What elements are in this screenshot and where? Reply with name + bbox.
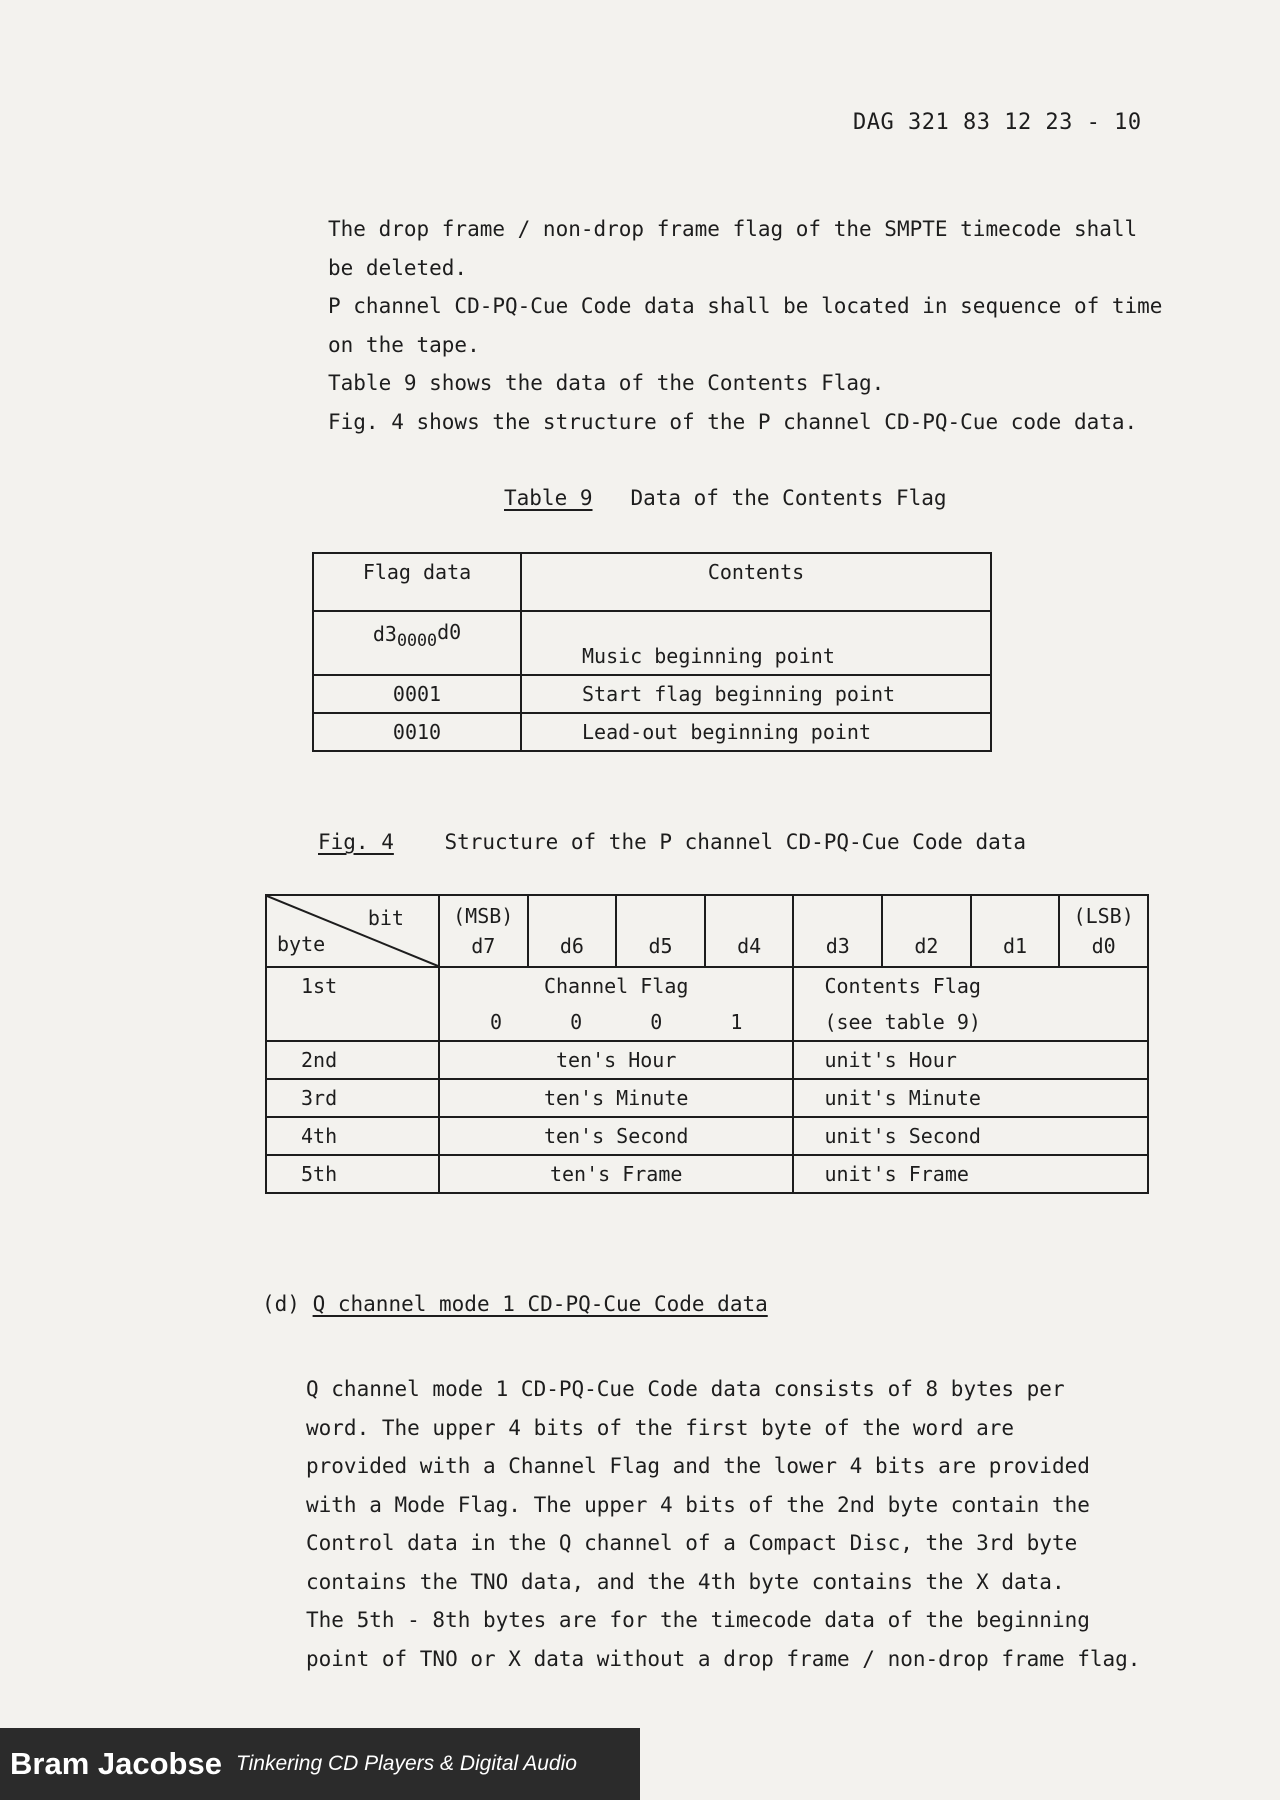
corner-bit-label: bit	[367, 906, 404, 930]
fig4-corner-cell	[266, 895, 439, 967]
upper-nibble-cell: ten's Second	[439, 1117, 794, 1155]
byte-label: 3rd	[266, 1079, 439, 1117]
bit-label: d7	[471, 934, 496, 958]
table-row	[266, 1079, 1148, 1117]
table9-contents-cell: Lead-out beginning point	[521, 713, 991, 751]
channel-bit: 0	[650, 1010, 663, 1034]
fig4-table	[265, 894, 1149, 1194]
section-d-prefix: (d)	[262, 1292, 300, 1316]
table9-caption	[504, 486, 947, 510]
d3-label: d3	[372, 622, 397, 646]
table-row	[266, 1041, 1148, 1079]
bit-label: d4	[737, 934, 762, 958]
table9-contents-cell: Music beginning point	[521, 611, 991, 675]
table-row	[266, 1155, 1148, 1193]
contents-flag-cell	[793, 967, 1148, 1041]
channel-bit: 1	[730, 1010, 743, 1034]
intro-paragraph-1: The drop frame / non-drop frame flag of the SMPTE timecode shall be deleted.	[328, 217, 1138, 280]
intro-paragraph-4: Fig. 4 shows the structure of the P channel CD-PQ-Cue code data.	[328, 409, 1138, 434]
bit-cell-d4	[705, 895, 794, 967]
channel-bit: 0	[570, 1010, 583, 1034]
channel-flag-label: Channel Flag	[543, 974, 689, 998]
bit-label: d3	[825, 934, 850, 958]
table9-title: Data of the Contents Flag	[630, 486, 947, 510]
banner-name: Bram Jacobse	[10, 1746, 222, 1781]
bit-label: d2	[914, 934, 939, 958]
intro-paragraph-2: P channel CD-PQ-Cue Code data shall be located in sequence of time on the tape.	[328, 294, 1163, 357]
lsb-label: (LSB)	[1073, 904, 1134, 928]
corner-byte-label: byte	[277, 932, 326, 956]
upper-nibble-cell: ten's Frame	[439, 1155, 794, 1193]
table-row	[313, 713, 991, 751]
channel-bit: 0	[489, 1010, 502, 1034]
banner-tagline: Tinkering CD Players & Digital Audio	[235, 1752, 577, 1775]
d0-label: d0	[437, 620, 462, 644]
intro-paragraph-3: Table 9 shows the data of the Contents Flag.	[328, 371, 885, 395]
bit-cell-d1	[971, 895, 1060, 967]
table9-flag-cell: 0001	[313, 675, 521, 713]
channel-flag-cell	[439, 967, 794, 1041]
bit-label: d6	[559, 934, 584, 958]
fig4-title: Structure of the P channel CD-PQ-Cue Code data	[444, 830, 1027, 854]
bit-cell-d2	[882, 895, 971, 967]
table9-header-flag: Flag data	[313, 553, 521, 611]
fig4-header-row	[266, 895, 1148, 967]
table9-header-contents: Contents	[521, 553, 991, 611]
bit-cell-d6	[528, 895, 617, 967]
upper-nibble-cell: ten's Hour	[439, 1041, 794, 1079]
upper-nibble-cell: ten's Minute	[439, 1079, 794, 1117]
lower-nibble-cell: unit's Minute	[793, 1079, 1148, 1117]
table-row	[313, 675, 991, 713]
bit-label: d5	[648, 934, 673, 958]
section-d-paragraph: Q channel mode 1 CD-PQ-Cue Code data consists of 8 bytes per word. The upper 4 bits of the first byte of the word are provided with a Channel Flag and the lower 4 bits are provided with a Mode Flag. The upper 4 bits of the 2nd byte contain the Control data in the Q channel of a Compact Disc, the 3rd byte contains the TNO data, and the 4th byte contains the X data. The 5th - 8th bytes are for the timecode data of the beginning point of TNO or X data without a drop frame / non-drop frame flag.	[306, 1377, 1141, 1671]
flag-bits: 0000	[396, 631, 438, 650]
lower-nibble-cell: unit's Hour	[793, 1041, 1148, 1079]
msb-label: (MSB)	[453, 904, 514, 928]
table-row	[266, 967, 1148, 1041]
section-d-heading	[262, 1292, 768, 1316]
table9-label: Table 9	[504, 486, 593, 510]
byte-label: 2nd	[266, 1041, 439, 1079]
lower-nibble-cell: unit's Frame	[793, 1155, 1148, 1193]
section-d-title: Q channel mode 1 CD-PQ-Cue Code data	[312, 1292, 768, 1316]
table9-contents-cell: Start flag beginning point	[521, 675, 991, 713]
channel-flag-bits	[450, 1004, 783, 1040]
bit-cell-d5	[616, 895, 705, 967]
intro-text	[328, 210, 1188, 441]
table9-flag-cell	[313, 611, 521, 675]
bit-label: d0	[1091, 934, 1116, 958]
bit-cell-d0	[1059, 895, 1148, 967]
watermark-banner	[0, 1728, 640, 1800]
bit-cell-d3	[793, 895, 882, 967]
table9-flag-cell: 0010	[313, 713, 521, 751]
bit-cell-d7	[439, 895, 528, 967]
byte-label: 1st	[266, 967, 439, 1041]
contents-flag-note: (see table 9)	[824, 1010, 981, 1034]
lower-nibble-cell: unit's Second	[793, 1117, 1148, 1155]
fig4-label: Fig. 4	[318, 830, 394, 854]
contents-flag-label: Contents Flag	[824, 974, 981, 998]
table-row	[313, 611, 991, 675]
bit-label: d1	[1002, 934, 1028, 958]
byte-label: 4th	[266, 1117, 439, 1155]
section-d-body	[306, 1370, 1166, 1678]
table-row	[266, 1117, 1148, 1155]
fig4-caption	[318, 830, 1026, 854]
document-reference: DAG 321 83 12 23 - 10	[853, 110, 1142, 135]
byte-label: 5th	[266, 1155, 439, 1193]
table9	[312, 552, 992, 752]
